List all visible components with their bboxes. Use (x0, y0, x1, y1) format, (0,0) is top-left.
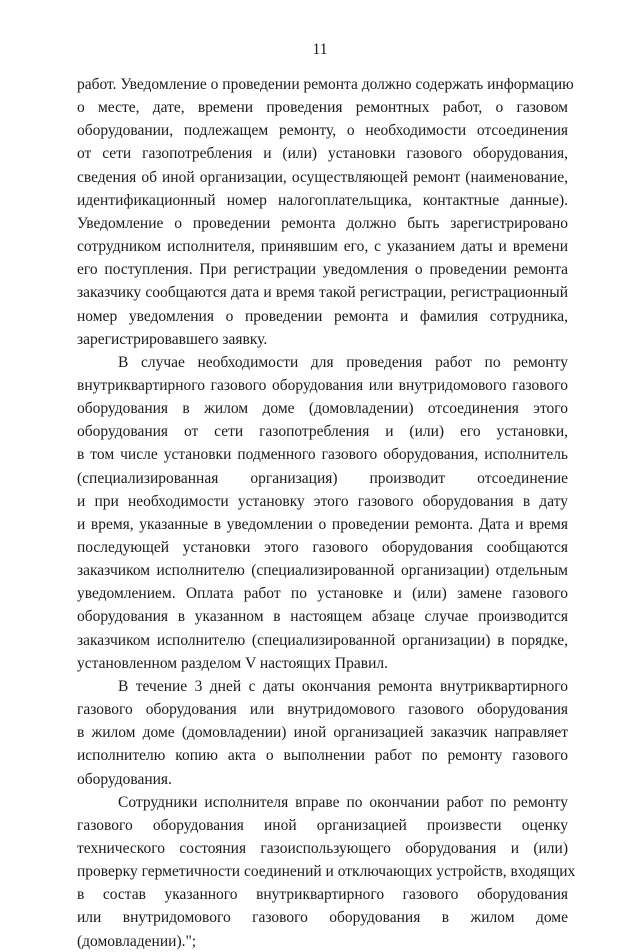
text-line: заказчику сообщаются дата и время такой регистрации, регистрационный (77, 284, 568, 301)
text-line: технического состояния газоиспользующего оборудования и (или) (77, 840, 568, 857)
text-line: Сотрудники исполнителя вправе по окончании работ по ремонту (118, 794, 568, 811)
text-line: Уведомление о проведении ремонта должно быть зарегистрировано (77, 215, 568, 232)
text-line: работ. Уведомление о проведении ремонта должно содержать информацию (77, 76, 574, 93)
text-line: проверку герметичности соединений и отключающих устройств, входящих (77, 863, 576, 880)
text-line: (домовладении)."; (77, 933, 197, 950)
text-line: его поступления. При регистрации уведомления о проведении ремонта (77, 261, 568, 278)
page-number: 11 (312, 41, 328, 58)
text-line: от сети газопотребления и (или) установки газового оборудования, (77, 145, 568, 162)
text-line: В случае необходимости для проведения работ по ремонту (118, 354, 568, 371)
text-line: в состав указанного внутриквартирного газового оборудования (77, 886, 568, 903)
text-line: установленном разделом V настоящих Правил. (77, 655, 388, 672)
text-line: зарегистрировавшего заявку. (77, 331, 268, 348)
text-line: уведомлением. Оплата работ по установке и (или) замене газового (77, 585, 568, 602)
text-line: оборудования в жилом доме (домовладении) отсоединения этого (77, 400, 568, 417)
text-line: (специализированная организация) производит отсоединение (77, 470, 568, 487)
text-line: оборудовании, подлежащем ремонту, о необходимости отсоединения (77, 122, 568, 139)
text-line: исполнителю копию акта о выполнении работ по ремонту газового (77, 747, 568, 764)
text-line: газового оборудования иной организацией произвести оценку (77, 817, 568, 834)
text-line: и при необходимости установку этого газового оборудования в дату (77, 493, 568, 510)
text-line: сведения об иной организации, осуществляющей ремонт (наименование, (77, 169, 568, 186)
text-line: оборудования. (77, 771, 172, 788)
text-line: заказчиком исполнителю (специализированной организации) отдельным (77, 562, 568, 579)
text-line: и время, указанные в уведомлении о проведении ремонта. Дата и время (77, 516, 568, 533)
text-line: оборудования от сети газопотребления и (или) его установки, (77, 423, 568, 440)
text-line: о месте, дате, времени проведения ремонтных работ, о газовом (77, 99, 568, 116)
text-line: в том числе установки подменного газового оборудования, исполнитель (77, 446, 568, 463)
text-line: оборудования в указанном в настоящем абзаце случае производится (77, 608, 568, 625)
text-line: заказчиком исполнителю (специализированной организации) в порядке, (77, 632, 568, 649)
text-line: сотрудником исполнителя, принявшим его, с указанием даты и времени (77, 238, 568, 255)
text-line: последующей установки этого газового оборудования сообщаются (77, 539, 568, 556)
text-line: В течение 3 дней с даты окончания ремонта внутриквартирного (118, 678, 568, 695)
text-line: внутриквартирного газового оборудования или внутридомового газового (77, 377, 568, 394)
text-line: идентификационный номер налогоплательщика, контактные данные). (77, 192, 568, 209)
text-line: газового оборудования или внутридомового газового оборудования (77, 701, 568, 718)
text-line: в жилом доме (домовладении) иной организацией заказчик направляет (77, 724, 568, 741)
text-line: или внутридомового газового оборудования в жилом доме (77, 909, 568, 926)
text-line: номер уведомления о проведении ремонта и фамилия сотрудника, (77, 308, 568, 325)
